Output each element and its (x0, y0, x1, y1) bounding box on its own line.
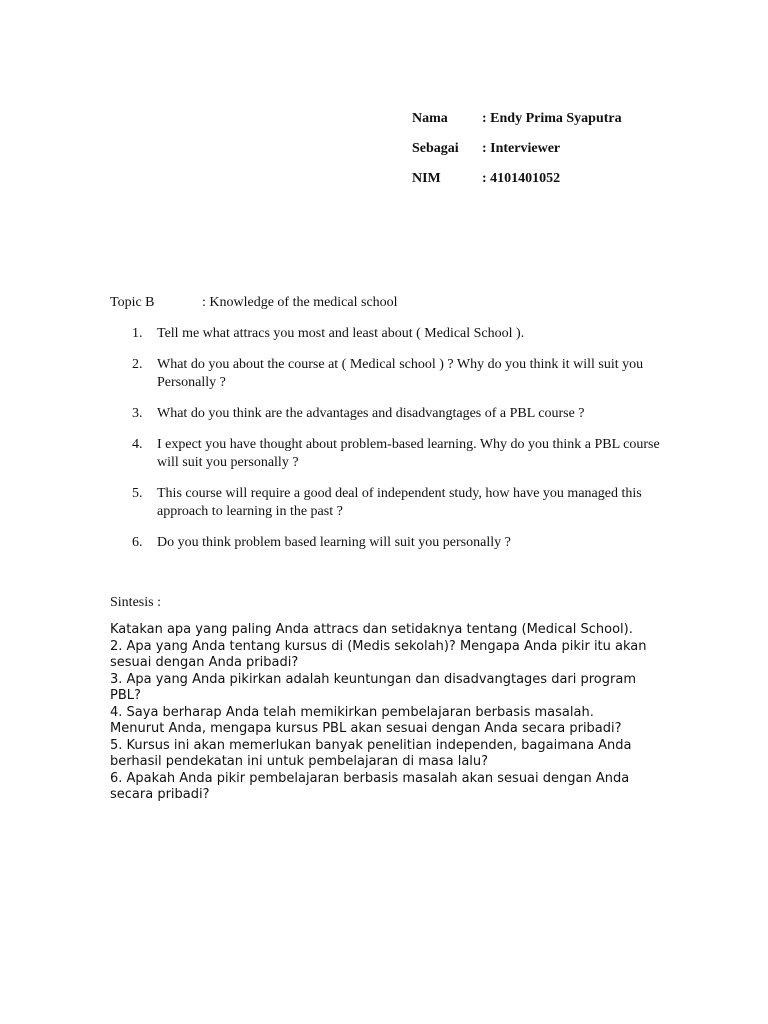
header-value: : Interviewer (482, 141, 561, 156)
header-value: : 4101401052 (482, 171, 561, 186)
sintesis-line: 6. Apakah Anda pikir pembelajaran berbasis masalah akan sesuai dengan Anda secara pribadi? (110, 770, 630, 802)
topic-label: Topic B (110, 295, 155, 310)
question-number: 4. (132, 437, 143, 452)
sintesis-line: 2. Apa yang Anda tentang kursus di (Medis sekolah)? Mengapa Anda pikir itu akan sesuai dengan Anda pribadi? (110, 638, 647, 670)
question-item (110, 534, 670, 552)
header-row-nama (412, 110, 622, 140)
question-number: 2. (132, 357, 143, 372)
question-item (110, 485, 670, 521)
topic-line (110, 294, 398, 312)
question-item (110, 405, 670, 423)
question-number: 1. (132, 326, 143, 341)
sintesis-line: 5. Kursus ini akan memerlukan banyak penelitian independen, bagaimana Anda berhasil pendekatan ini untuk pembelajaran di masa lalu? (110, 737, 632, 769)
sintesis-line: 3. Apa yang Anda pikirkan adalah keuntungan dan disadvangtages dari program PBL? (110, 671, 636, 703)
sintesis-body (110, 622, 650, 804)
sintesis-line: Katakan apa yang paling Anda attracs dan setidaknya tentang (Medical School). (110, 622, 633, 637)
question-item (110, 436, 670, 472)
question-text: What do you about the course at ( Medical school ) ? Why do you think it will suit you Personally ? (157, 357, 644, 390)
question-text: Do you think problem based learning will suit you personally ? (157, 535, 511, 550)
question-item (110, 325, 670, 343)
question-text: Tell me what attracs you most and least about ( Medical School ). (157, 326, 525, 341)
header-block (412, 110, 622, 200)
header-value: : Endy Prima Syaputra (482, 111, 622, 126)
header-label: Nama (412, 111, 448, 126)
question-number: 3. (132, 406, 143, 421)
question-list (110, 325, 670, 552)
topic-value: : Knowledge of the medical school (202, 295, 398, 310)
sintesis-line: 4. Saya berharap Anda telah memikirkan pembelajaran berbasis masalah. Menurut Anda, mengapa kursus PBL akan sesuai dengan Anda secara pribadi? (110, 704, 622, 736)
header-row-nim (412, 170, 622, 200)
header-row-sebagai (412, 140, 622, 170)
question-text: What do you think are the advantages and disadvangtages of a PBL course ? (157, 406, 585, 421)
sintesis-label: Sintesis : (110, 595, 161, 610)
question-number: 5. (132, 486, 143, 501)
question-item (110, 356, 670, 392)
question-number: 6. (132, 535, 143, 550)
header-label: Sebagai (412, 141, 459, 156)
header-label: NIM (412, 171, 441, 186)
question-text: This course will require a good deal of independent study, how have you managed this approach to learning in the past ? (157, 486, 642, 519)
question-text: I expect you have thought about problem-based learning. Why do you think a PBL course will suit you personally ? (157, 437, 660, 470)
